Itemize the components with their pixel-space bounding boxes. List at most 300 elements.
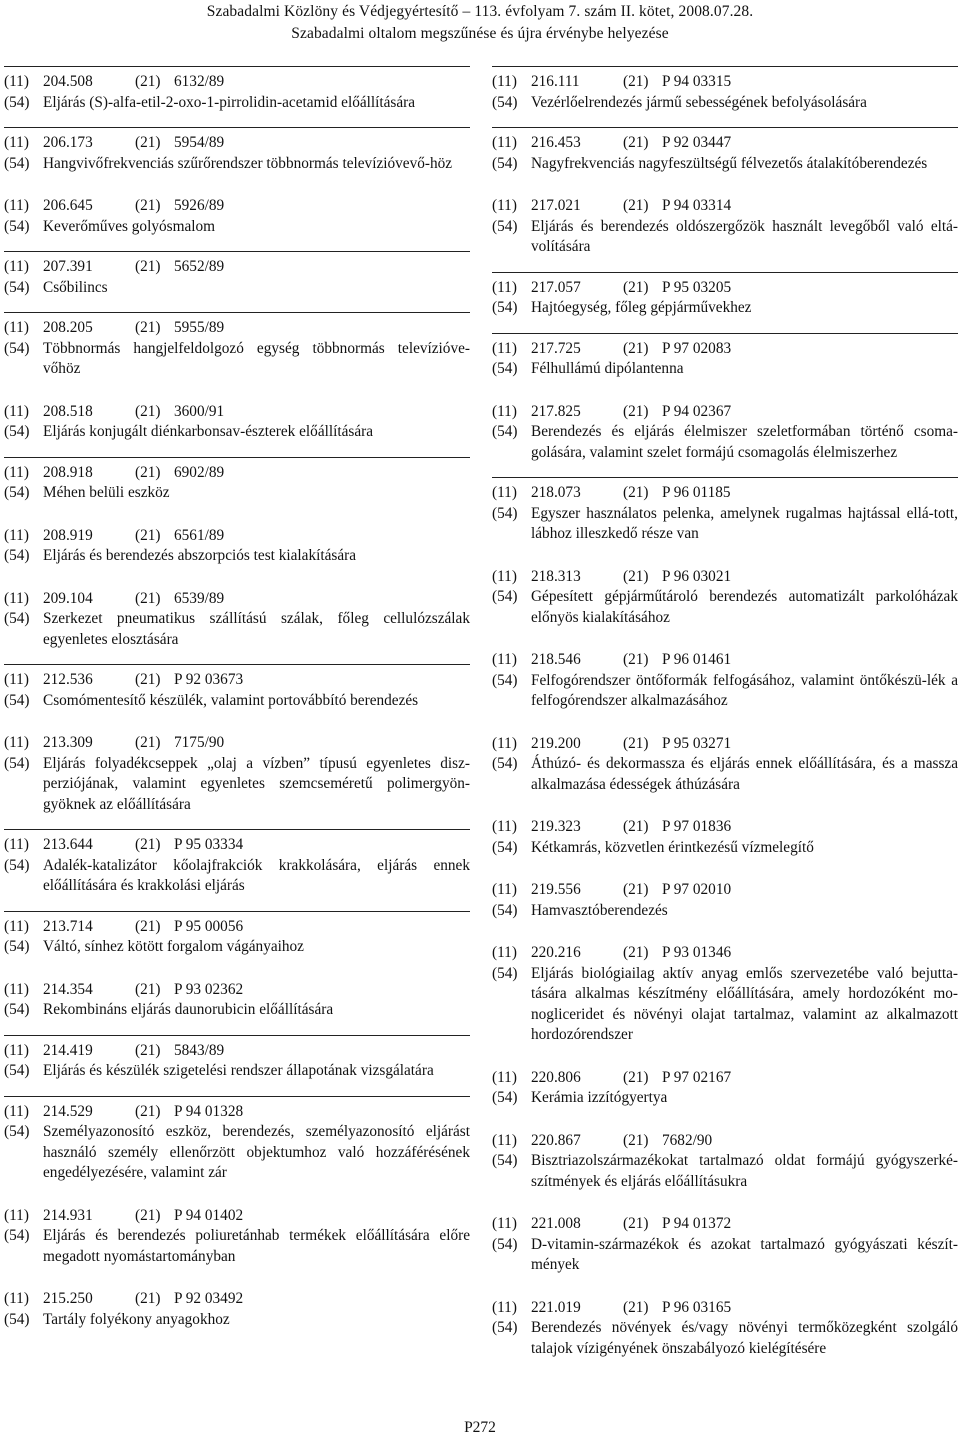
patent-title: Tartály folyékony anyagokhoz bbox=[43, 1310, 230, 1328]
registration-label: (11) bbox=[4, 671, 29, 688]
application-number: P 95 03334 bbox=[174, 836, 244, 853]
registration-label: (11) bbox=[4, 1206, 29, 1224]
registration-label: (11) bbox=[4, 258, 29, 275]
registration-label: (11) bbox=[492, 1215, 517, 1232]
patent-entry bbox=[4, 980, 470, 1021]
entry-number-row bbox=[492, 734, 958, 755]
entry-title-row bbox=[4, 1226, 470, 1267]
entry-title-row bbox=[492, 964, 958, 1046]
entry-number-row bbox=[492, 1298, 958, 1319]
patent-entry bbox=[4, 133, 470, 174]
entry-title-row bbox=[492, 422, 958, 463]
patent-title: Eljárás (S)-alfa-etil-2-oxo-1-pirrolidin-acetamid előállítására bbox=[43, 93, 416, 111]
patent-entry bbox=[492, 1131, 958, 1193]
patent-entry bbox=[492, 943, 958, 1046]
application-number: P 94 02367 bbox=[662, 402, 732, 420]
application-label: (21) bbox=[623, 1131, 649, 1149]
application-label: (21) bbox=[623, 651, 649, 668]
application-number: 7175/90 bbox=[174, 734, 225, 751]
application-number: 5652/89 bbox=[174, 258, 225, 275]
registration-label: (11) bbox=[4, 917, 29, 935]
entry-number-row bbox=[4, 1102, 470, 1123]
entry-title-row bbox=[492, 1151, 958, 1192]
patent-entry bbox=[492, 402, 958, 464]
patent-entry bbox=[492, 339, 958, 380]
title-label: (54) bbox=[4, 691, 30, 709]
entry-group bbox=[4, 911, 470, 1021]
patent-entry bbox=[4, 526, 470, 567]
patent-number: 208.518 bbox=[43, 402, 93, 420]
application-number: P 97 01836 bbox=[662, 818, 732, 835]
title-label: (54) bbox=[492, 671, 518, 689]
registration-label: (11) bbox=[4, 734, 29, 751]
patent-entry bbox=[4, 670, 470, 711]
entry-title-row bbox=[4, 1310, 470, 1331]
patent-title: Méhen belüli eszköz bbox=[43, 484, 170, 501]
registration-label: (11) bbox=[492, 1068, 517, 1086]
entry-group bbox=[4, 312, 470, 443]
patent-title: Hamvasztóberendezés bbox=[531, 901, 668, 919]
entry-number-row bbox=[4, 526, 470, 547]
patent-entry bbox=[4, 1289, 470, 1330]
entry-number-row bbox=[4, 1041, 470, 1062]
application-number: P 97 02010 bbox=[662, 881, 732, 898]
patent-title: Kétkamrás, közvetlen érintkezésű vízmelegítő bbox=[531, 838, 814, 856]
entry-title-row bbox=[4, 339, 470, 380]
application-number: 5926/89 bbox=[174, 197, 225, 214]
registration-label: (11) bbox=[4, 836, 29, 853]
registration-label: (11) bbox=[492, 944, 517, 961]
application-number: 6902/89 bbox=[174, 463, 225, 481]
entry-number-row bbox=[4, 402, 470, 423]
patent-number: 215.250 bbox=[43, 1290, 93, 1307]
patent-title: Berendezés és eljárás élelmiszer szeletformában történő csoma-golására, valamint szelet formájú csomagolás élelmiszerhez bbox=[531, 423, 958, 461]
entry-number-row bbox=[4, 72, 470, 93]
application-number: P 95 00056 bbox=[174, 917, 244, 935]
patent-number: 206.645 bbox=[43, 197, 93, 214]
registration-label: (11) bbox=[4, 1102, 29, 1120]
application-label: (21) bbox=[135, 671, 161, 688]
title-label: (54) bbox=[492, 755, 518, 772]
patent-number: 208.918 bbox=[43, 463, 93, 481]
entry-title-row bbox=[492, 298, 958, 319]
application-number: P 93 02362 bbox=[174, 980, 244, 998]
title-label: (54) bbox=[4, 217, 30, 235]
application-number: P 92 03673 bbox=[174, 671, 244, 688]
entry-number-row bbox=[4, 670, 470, 691]
application-label: (21) bbox=[623, 402, 649, 420]
patent-title: Berendezés növények és/vagy növényi termőközegként szolgáló talajok vízigényének önszabályozó kielégítésére bbox=[531, 1319, 958, 1357]
title-label: (54) bbox=[492, 1089, 518, 1106]
patent-number: 213.644 bbox=[43, 836, 93, 853]
application-label: (21) bbox=[135, 1102, 161, 1120]
application-label: (21) bbox=[135, 980, 161, 998]
application-number: P 96 03021 bbox=[662, 567, 732, 585]
entry-title-row bbox=[4, 691, 470, 712]
patent-number: 212.536 bbox=[43, 671, 93, 688]
application-number: P 96 01185 bbox=[662, 484, 731, 501]
registration-label: (11) bbox=[4, 1041, 29, 1059]
title-label: (54) bbox=[492, 901, 518, 919]
entry-title-row bbox=[492, 754, 958, 795]
page-header bbox=[0, 0, 960, 50]
entry-group bbox=[492, 127, 958, 258]
patent-entry bbox=[4, 402, 470, 443]
patent-entry bbox=[4, 1041, 470, 1082]
entry-number-row bbox=[492, 880, 958, 901]
patent-title: Egyszer használatos pelenka, amelynek rugalmas hajtással ellá-tott, lábhoz illeszkedő része van bbox=[531, 504, 958, 542]
title-label: (54) bbox=[4, 1123, 30, 1140]
application-number: 7682/90 bbox=[662, 1131, 713, 1149]
entry-number-row bbox=[4, 917, 470, 938]
entry-group bbox=[4, 829, 470, 897]
application-label: (21) bbox=[135, 734, 161, 751]
entry-number-row bbox=[4, 1206, 470, 1227]
patent-entry bbox=[492, 483, 958, 545]
entry-title-row bbox=[4, 1061, 470, 1082]
patent-entry bbox=[492, 734, 958, 796]
entry-title-row bbox=[4, 154, 470, 175]
patent-number: 221.008 bbox=[531, 1215, 581, 1232]
entry-title-row bbox=[492, 154, 958, 175]
patent-title: Szerkezet pneumatikus szállítású szálak, főleg cellulózszálak egyenletes elosztására bbox=[43, 610, 470, 648]
application-number: P 96 01461 bbox=[662, 651, 732, 668]
patent-title: Csőbilincs bbox=[43, 278, 108, 296]
application-label: (21) bbox=[623, 197, 649, 214]
entry-group bbox=[4, 1035, 470, 1082]
application-number: P 97 02083 bbox=[662, 339, 732, 357]
registration-label: (11) bbox=[492, 734, 517, 752]
registration-label: (11) bbox=[4, 197, 29, 214]
entry-title-row bbox=[492, 93, 958, 114]
entry-number-row bbox=[492, 650, 958, 671]
registration-label: (11) bbox=[492, 567, 517, 585]
application-label: (21) bbox=[623, 1068, 649, 1086]
application-label: (21) bbox=[623, 278, 649, 296]
title-label: (54) bbox=[492, 588, 518, 605]
patent-entry bbox=[492, 1068, 958, 1109]
entry-title-row bbox=[492, 217, 958, 258]
application-label: (21) bbox=[623, 1215, 649, 1232]
application-label: (21) bbox=[623, 944, 649, 961]
patent-title: Csomómentesítő készülék, valamint portovábbító berendezés bbox=[43, 691, 419, 709]
title-label: (54) bbox=[4, 93, 30, 111]
application-label: (21) bbox=[623, 73, 649, 90]
section-title: Szabadalmi oltalom megszűnése és újra érvénybe helyezése bbox=[291, 25, 669, 42]
entry-number-row bbox=[492, 1131, 958, 1152]
application-number: 6132/89 bbox=[174, 73, 225, 90]
application-label: (21) bbox=[135, 1290, 161, 1307]
patent-title: Eljárás folyadékcseppek „olaj a vízben” típusú egyenletes disz-perziójának, valamint egyenletes szemcseméretű polimergyön-gyöknek az előállítására bbox=[43, 754, 470, 813]
patent-number: 218.073 bbox=[531, 484, 581, 501]
patent-number: 221.019 bbox=[531, 1298, 581, 1316]
entry-group bbox=[492, 477, 958, 1359]
entry-group bbox=[4, 66, 470, 113]
application-label: (21) bbox=[623, 881, 649, 898]
title-label: (54) bbox=[4, 339, 30, 357]
entry-group bbox=[492, 272, 958, 319]
entry-group bbox=[492, 66, 958, 113]
patent-number: 209.104 bbox=[43, 589, 93, 607]
patent-number: 217.725 bbox=[531, 339, 581, 357]
entry-title-row bbox=[4, 937, 470, 958]
patent-number: 219.556 bbox=[531, 881, 581, 898]
patent-entry bbox=[4, 589, 470, 651]
application-number: 5843/89 bbox=[174, 1041, 225, 1059]
patent-entry bbox=[492, 72, 958, 113]
entry-title-row bbox=[4, 422, 470, 443]
patent-title: Félhullámú dipólantenna bbox=[531, 360, 684, 377]
registration-label: (11) bbox=[492, 339, 517, 357]
entry-title-row bbox=[4, 93, 470, 114]
application-label: (21) bbox=[623, 339, 649, 357]
patent-title: Bisztriazolszármazékokat tartalmazó oldat formájú gyógyszerké-szítmények és eljárás előállításukra bbox=[531, 1152, 958, 1190]
title-label: (54) bbox=[492, 154, 518, 172]
registration-label: (11) bbox=[4, 1290, 29, 1307]
patent-entry bbox=[492, 1298, 958, 1360]
patent-title: Vezérlőelrendezés jármű sebességének befolyásolására bbox=[531, 93, 867, 111]
entry-title-row bbox=[4, 217, 470, 238]
registration-label: (11) bbox=[4, 463, 29, 481]
patent-number: 206.173 bbox=[43, 134, 93, 151]
patent-entry bbox=[492, 817, 958, 858]
application-label: (21) bbox=[623, 484, 649, 501]
patent-number: 207.391 bbox=[43, 258, 93, 275]
entry-number-row bbox=[4, 463, 470, 484]
entry-title-row bbox=[492, 359, 958, 380]
patent-title: Eljárás és berendezés oldószergőzök használt levegőből való eltá-volítására bbox=[531, 217, 958, 255]
registration-label: (11) bbox=[492, 134, 517, 151]
application-number: P 92 03447 bbox=[662, 134, 732, 151]
entry-title-row bbox=[4, 1122, 470, 1184]
entry-number-row bbox=[492, 402, 958, 423]
application-number: P 94 03315 bbox=[662, 73, 732, 90]
entry-group bbox=[4, 251, 470, 298]
entry-number-row bbox=[492, 1214, 958, 1235]
application-label: (21) bbox=[623, 134, 649, 151]
title-label: (54) bbox=[492, 93, 518, 111]
patent-title: Keverőműves golyósmalom bbox=[43, 217, 216, 235]
title-label: (54) bbox=[4, 1001, 30, 1018]
patent-number: 216.453 bbox=[531, 134, 581, 151]
registration-label: (11) bbox=[492, 818, 517, 835]
entry-number-row bbox=[4, 835, 470, 856]
patent-number: 220.867 bbox=[531, 1131, 581, 1149]
entry-number-row bbox=[4, 589, 470, 610]
application-label: (21) bbox=[135, 134, 161, 151]
patent-entry bbox=[492, 278, 958, 319]
entry-number-row bbox=[4, 257, 470, 278]
entry-number-row bbox=[4, 733, 470, 754]
registration-label: (11) bbox=[4, 402, 29, 420]
title-label: (54) bbox=[4, 154, 30, 172]
patent-number: 204.508 bbox=[43, 73, 93, 90]
entry-number-row bbox=[492, 483, 958, 504]
application-label: (21) bbox=[135, 319, 161, 336]
entry-number-row bbox=[492, 278, 958, 299]
application-number: P 97 02167 bbox=[662, 1068, 732, 1086]
entry-title-row bbox=[492, 587, 958, 628]
entry-number-row bbox=[492, 567, 958, 588]
title-label: (54) bbox=[4, 1062, 30, 1079]
title-label: (54) bbox=[4, 938, 30, 955]
entry-title-row bbox=[492, 901, 958, 922]
application-label: (21) bbox=[135, 463, 161, 481]
application-label: (21) bbox=[135, 526, 161, 544]
patent-title: Eljárás és berendezés poliuretánhab termékek előállítására előre megadott nyomástartományban bbox=[43, 1227, 470, 1265]
patent-title: Eljárás konjugált diénkarbonsav-észterek előállítására bbox=[43, 423, 374, 440]
entry-title-row bbox=[492, 1318, 958, 1359]
entry-title-row bbox=[4, 609, 470, 650]
entry-number-row bbox=[4, 196, 470, 217]
application-number: 5955/89 bbox=[174, 319, 225, 336]
patent-entry bbox=[492, 133, 958, 174]
registration-label: (11) bbox=[4, 526, 29, 544]
entry-title-row bbox=[492, 1235, 958, 1276]
patent-entry bbox=[4, 72, 470, 113]
entry-number-row bbox=[492, 943, 958, 964]
application-number: P 95 03205 bbox=[662, 278, 732, 296]
patent-title: Adalék-katalizátor kőolajfrakciók krakkolására, eljárás ennek előállítására és krakkolási eljárás bbox=[43, 856, 470, 894]
patent-entry bbox=[4, 257, 470, 298]
title-label: (54) bbox=[4, 754, 30, 772]
application-label: (21) bbox=[623, 567, 649, 585]
patent-number: 213.714 bbox=[43, 917, 93, 935]
patent-entry bbox=[4, 835, 470, 897]
entry-group bbox=[4, 457, 470, 651]
entry-title-row bbox=[492, 671, 958, 712]
patent-entry bbox=[4, 196, 470, 237]
registration-label: (11) bbox=[492, 402, 517, 420]
patent-number: 217.057 bbox=[531, 278, 581, 296]
entry-title-row bbox=[4, 1000, 470, 1021]
journal-title: Szabadalmi Közlöny és Védjegyértesítő – 113. évfolyam 7. szám II. kötet, 2008.07.28. bbox=[206, 3, 754, 20]
patent-title: Eljárás biológiailag aktív anyag emlős szervezetébe való bejutta-tására alkalmas készítmény előállítására, amely hordozóként mo-nogliceridet és növényi olajat tartalmaz, valamint az alkalmazott hordozórendszer bbox=[531, 964, 958, 1043]
registration-label: (11) bbox=[492, 73, 517, 90]
patent-number: 216.111 bbox=[531, 73, 580, 90]
patent-entry bbox=[4, 917, 470, 958]
application-number: P 93 01346 bbox=[662, 944, 732, 961]
title-label: (54) bbox=[4, 1227, 30, 1244]
title-label: (54) bbox=[4, 484, 30, 501]
patent-entry bbox=[492, 650, 958, 712]
title-label: (54) bbox=[492, 1319, 518, 1336]
application-number: P 94 01402 bbox=[174, 1206, 244, 1224]
title-label: (54) bbox=[4, 423, 30, 440]
patent-entry bbox=[4, 733, 470, 815]
application-number: P 94 01372 bbox=[662, 1215, 732, 1232]
application-label: (21) bbox=[623, 818, 649, 835]
application-number: P 95 03271 bbox=[662, 734, 732, 752]
entry-number-row bbox=[492, 133, 958, 154]
registration-label: (11) bbox=[4, 73, 29, 90]
patent-number: 213.309 bbox=[43, 734, 93, 751]
entry-title-row bbox=[492, 838, 958, 859]
registration-label: (11) bbox=[492, 278, 517, 296]
title-label: (54) bbox=[4, 547, 30, 564]
left-column bbox=[4, 66, 470, 1330]
patent-title: Áthúzó- és dekormassza és eljárás ennek előállítására, és a massza alkalmazása édességek áthúzására bbox=[531, 755, 958, 793]
title-label: (54) bbox=[492, 217, 518, 235]
patent-title: Rekombináns eljárás daunorubicin előállítására bbox=[43, 1001, 334, 1018]
patent-number: 220.216 bbox=[531, 944, 581, 961]
entry-title-row bbox=[4, 754, 470, 816]
entry-number-row bbox=[492, 817, 958, 838]
application-number: 3600/91 bbox=[174, 402, 225, 420]
entry-group bbox=[492, 333, 958, 464]
registration-label: (11) bbox=[492, 1131, 517, 1149]
title-label: (54) bbox=[492, 423, 518, 440]
registration-label: (11) bbox=[4, 319, 29, 336]
entry-title-row bbox=[4, 483, 470, 504]
patent-number: 208.919 bbox=[43, 526, 93, 544]
application-number: P 96 03165 bbox=[662, 1298, 732, 1316]
patent-number: 217.021 bbox=[531, 197, 581, 214]
patent-entry bbox=[492, 567, 958, 629]
patent-number: 214.931 bbox=[43, 1206, 93, 1224]
patent-entry bbox=[492, 880, 958, 921]
entry-title-row bbox=[4, 546, 470, 567]
registration-label: (11) bbox=[4, 134, 29, 151]
application-label: (21) bbox=[135, 1041, 161, 1059]
title-label: (54) bbox=[492, 360, 518, 377]
patent-title: Eljárás és berendezés abszorpciós test kialakítására bbox=[43, 547, 357, 564]
entry-number-row bbox=[4, 980, 470, 1001]
application-label: (21) bbox=[135, 258, 161, 275]
patent-number: 214.529 bbox=[43, 1102, 93, 1120]
application-label: (21) bbox=[135, 589, 161, 607]
patent-entry bbox=[492, 196, 958, 258]
application-label: (21) bbox=[135, 1206, 161, 1224]
entry-group bbox=[4, 664, 470, 815]
patent-title: Gépesített gépjárműtároló berendezés automatizált parkolóházak előnyös kialakításához bbox=[531, 588, 958, 626]
entry-title-row bbox=[4, 856, 470, 897]
entry-number-row bbox=[4, 318, 470, 339]
patent-number: 208.205 bbox=[43, 319, 93, 336]
application-label: (21) bbox=[135, 73, 161, 90]
entry-title-row bbox=[492, 1088, 958, 1109]
patent-number: 214.419 bbox=[43, 1041, 93, 1059]
application-label: (21) bbox=[623, 1298, 649, 1316]
registration-label: (11) bbox=[4, 589, 29, 607]
application-number: 5954/89 bbox=[174, 134, 225, 151]
patent-title: D-vitamin-származékok és azokat tartalmazó gyógyászati készít-mények bbox=[531, 1235, 958, 1273]
patent-entry bbox=[4, 1102, 470, 1184]
registration-label: (11) bbox=[492, 651, 517, 668]
patent-entry bbox=[492, 1214, 958, 1276]
entry-group bbox=[4, 1096, 470, 1331]
patent-number: 214.354 bbox=[43, 980, 93, 998]
application-label: (21) bbox=[135, 917, 161, 935]
entry-group bbox=[4, 127, 470, 237]
registration-label: (11) bbox=[492, 881, 517, 898]
entry-number-row bbox=[4, 133, 470, 154]
entry-title-row bbox=[4, 278, 470, 299]
page-number: P272 bbox=[464, 1419, 496, 1436]
title-label: (54) bbox=[4, 856, 30, 874]
patent-number: 218.546 bbox=[531, 651, 581, 668]
title-label: (54) bbox=[492, 964, 518, 982]
application-number: 6539/89 bbox=[174, 589, 225, 607]
patent-number: 217.825 bbox=[531, 402, 581, 420]
entry-number-row bbox=[492, 339, 958, 360]
right-column bbox=[492, 66, 958, 1359]
title-label: (54) bbox=[492, 1235, 518, 1253]
patent-title: Hangvivőfrekvenciás szűrőrendszer többnormás televízióvevő-höz bbox=[43, 154, 453, 172]
patent-title: Nagyfrekvenciás nagyfeszültségű félvezetős átalakítóberendezés bbox=[531, 154, 928, 172]
patent-number: 220.806 bbox=[531, 1068, 581, 1086]
patent-entry bbox=[4, 1206, 470, 1268]
